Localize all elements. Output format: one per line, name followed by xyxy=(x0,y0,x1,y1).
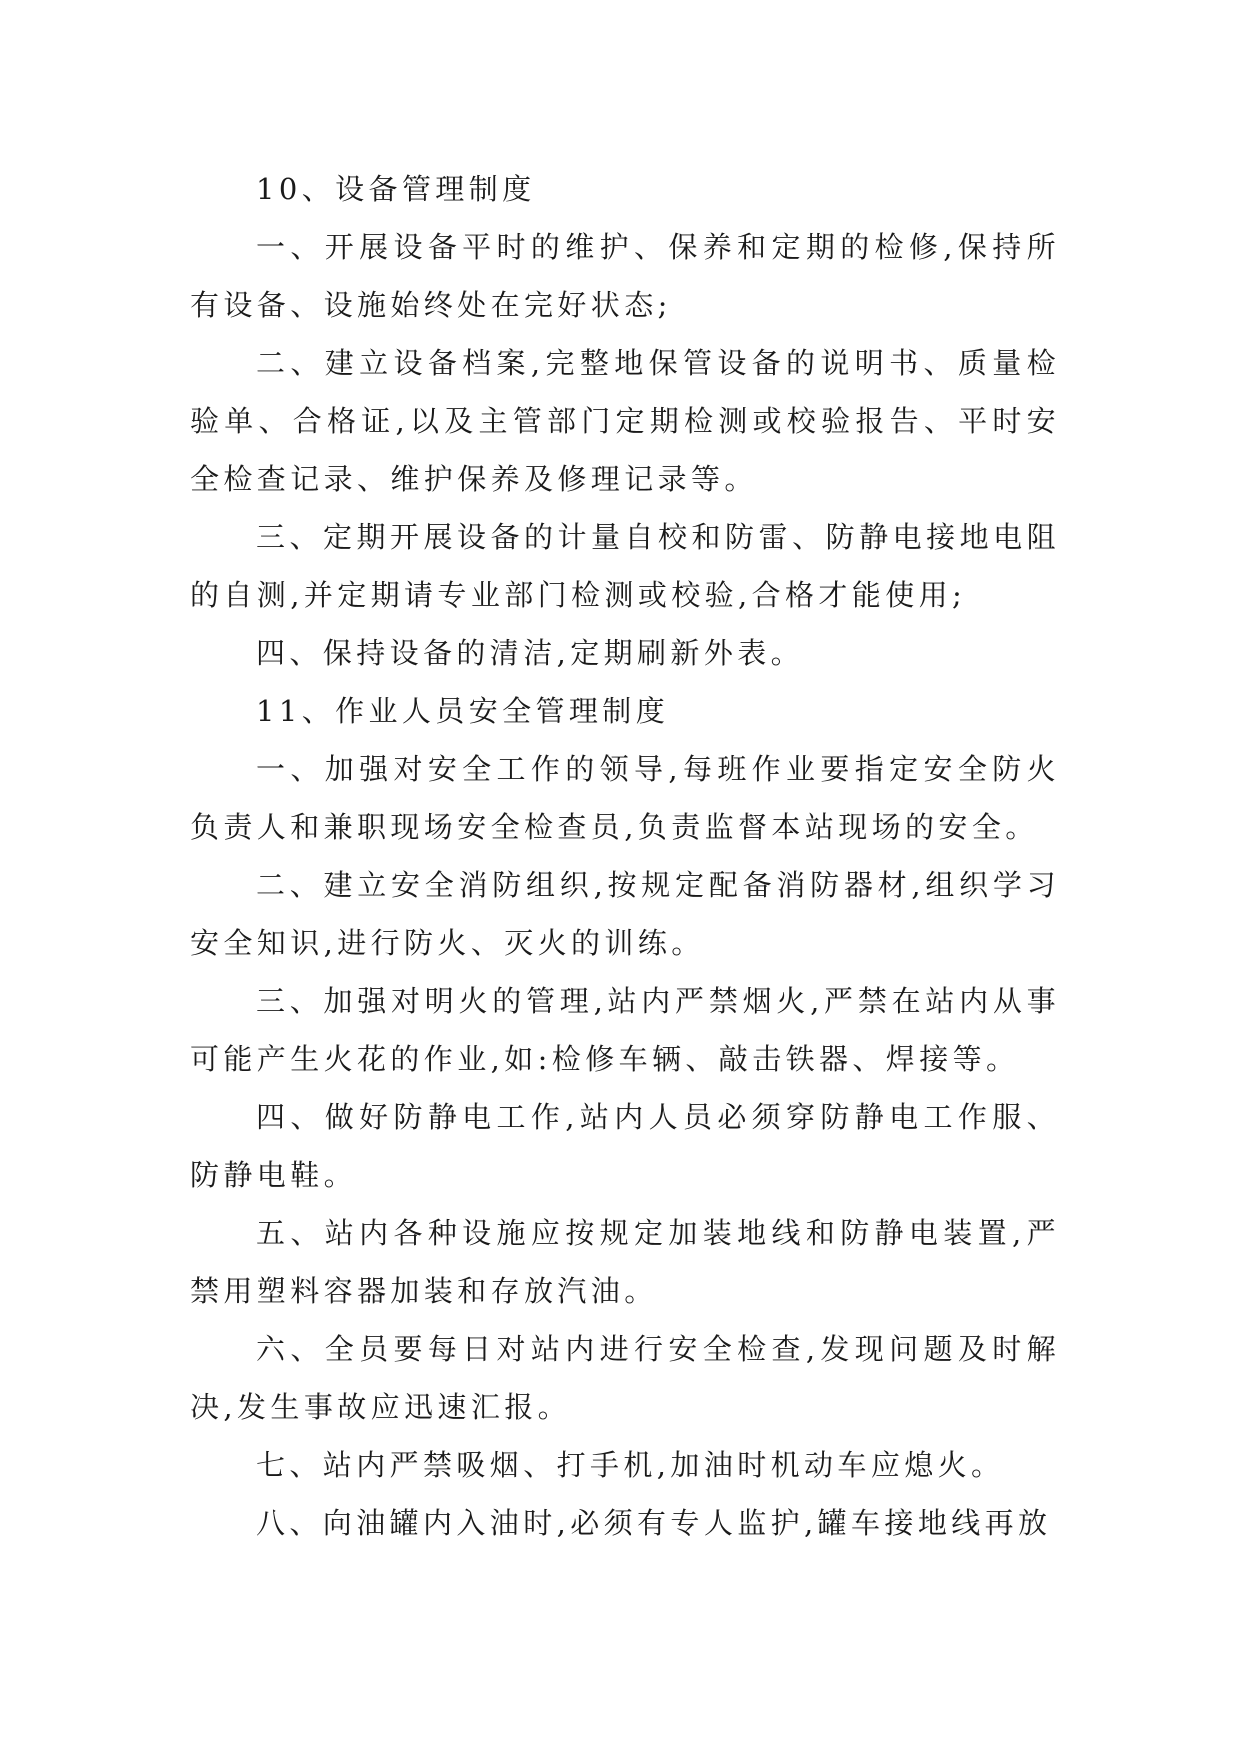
section-heading-personnel-safety: 11、作业人员安全管理制度 xyxy=(256,694,670,728)
paragraph: 四、保持设备的清洁,定期刷新外表。 xyxy=(256,636,805,670)
paragraph: 五、站内各种设施应按规定加装地线和防静电装置,严禁用塑料容器加装和存放汽油。 xyxy=(190,1216,1060,1308)
paragraph: 一、加强对安全工作的领导,每班作业要指定安全防火负责人和兼职现场安全检查员,负责监督本站现场的安全。 xyxy=(190,752,1060,844)
document-body xyxy=(190,160,1060,1552)
section-heading-equipment-management: 10、设备管理制度 xyxy=(256,172,536,206)
paragraph: 三、加强对明火的管理,站内严禁烟火,严禁在站内从事可能产生火花的作业,如:检修车辆、敲击铁器、焊接等。 xyxy=(190,984,1060,1076)
paragraph: 八、向油罐内入油时,必须有专人监护,罐车接地线再放 xyxy=(256,1506,1052,1540)
paragraph: 七、站内严禁吸烟、打手机,加油时机动车应熄火。 xyxy=(256,1448,1005,1482)
paragraph: 二、建立设备档案,完整地保管设备的说明书、质量检验单、合格证,以及主管部门定期检测或校验报告、平时安全检查记录、维护保养及修理记录等。 xyxy=(190,346,1060,496)
paragraph: 四、做好防静电工作,站内人员必须穿防静电工作服、防静电鞋。 xyxy=(190,1100,1060,1192)
paragraph: 三、定期开展设备的计量自校和防雷、防静电接地电阻的自测,并定期请专业部门检测或校验,合格才能使用; xyxy=(190,520,1060,612)
paragraph: 六、全员要每日对站内进行安全检查,发现问题及时解决,发生事故应迅速汇报。 xyxy=(190,1332,1060,1424)
paragraph: 一、开展设备平时的维护、保养和定期的检修,保持所有设备、设施始终处在完好状态; xyxy=(190,230,1060,322)
paragraph: 二、建立安全消防组织,按规定配备消防器材,组织学习安全知识,进行防火、灭火的训练。 xyxy=(190,868,1060,960)
